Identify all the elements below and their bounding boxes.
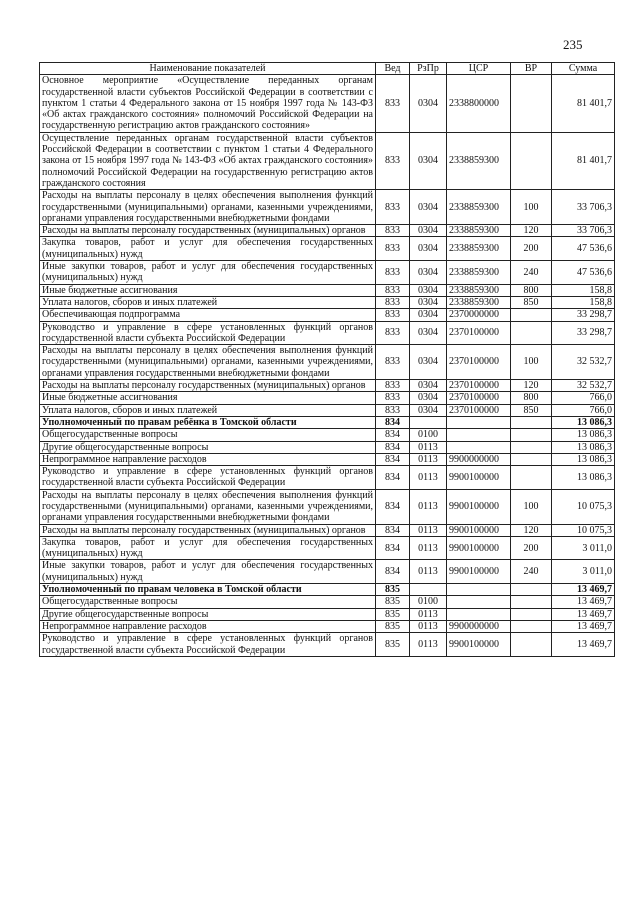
cell-csr: 2370100000	[447, 321, 511, 345]
cell-ved: 833	[376, 75, 410, 132]
cell-rzpr: 0304	[410, 132, 447, 189]
cell-name: Уплата налогов, сборов и иных платежей	[40, 404, 376, 416]
table-row	[40, 429, 615, 441]
cell-vr: 800	[511, 284, 552, 296]
cell-sum: 32 532,7	[552, 345, 615, 380]
cell-rzpr: 0100	[410, 596, 447, 608]
cell-sum: 47 536,6	[552, 237, 615, 261]
cell-name: Основное мероприятие «Осуществление переданных органам государственной власти субъектов Российской Федерации в соответствии с пунктом 1 статьи 4 Федерального закона от 15 ноября 1997 года № 143-ФЗ «Об актах гражданского состояния» полномочий Российской Федерации на государственную регистрацию актов гражданского состояния»	[40, 75, 376, 132]
table-row	[40, 524, 615, 536]
cell-sum: 33 298,7	[552, 321, 615, 345]
cell-sum: 81 401,7	[552, 132, 615, 189]
cell-sum: 33 706,3	[552, 190, 615, 225]
cell-name: Другие общегосударственные вопросы	[40, 441, 376, 453]
cell-rzpr: 0304	[410, 261, 447, 285]
cell-rzpr: 0100	[410, 429, 447, 441]
cell-rzpr: 0113	[410, 441, 447, 453]
header-ved: Вед	[376, 63, 410, 75]
cell-name: Уполномоченный по правам человека в Томской области	[40, 584, 376, 596]
table-row	[40, 633, 615, 657]
cell-rzpr: 0304	[410, 321, 447, 345]
cell-sum: 158,8	[552, 284, 615, 296]
table-row	[40, 608, 615, 620]
cell-vr	[511, 416, 552, 428]
cell-name: Расходы на выплаты персоналу государственных (муниципальных) органов	[40, 524, 376, 536]
table-row	[40, 132, 615, 189]
cell-ved: 835	[376, 584, 410, 596]
cell-csr: 2370100000	[447, 404, 511, 416]
cell-name: Уполномоченный по правам ребёнка в Томской области	[40, 416, 376, 428]
cell-rzpr: 0113	[410, 524, 447, 536]
cell-rzpr: 0304	[410, 190, 447, 225]
table-row	[40, 237, 615, 261]
cell-name: Иные закупки товаров, работ и услуг для обеспечения государственных (муниципальных) нужд	[40, 560, 376, 584]
cell-sum: 13 086,3	[552, 416, 615, 428]
page-number: 235	[563, 37, 583, 52]
cell-ved: 835	[376, 596, 410, 608]
cell-name: Расходы на выплаты персоналу государственных (муниципальных) органов	[40, 380, 376, 392]
cell-vr	[511, 466, 552, 490]
cell-rzpr: 0304	[410, 284, 447, 296]
cell-rzpr: 0113	[410, 633, 447, 657]
cell-name: Иные бюджетные ассигнования	[40, 284, 376, 296]
cell-name: Общегосударственные вопросы	[40, 596, 376, 608]
cell-rzpr: 0113	[410, 536, 447, 560]
cell-name: Обеспечивающая подпрограмма	[40, 309, 376, 321]
cell-vr: 120	[511, 225, 552, 237]
cell-rzpr: 0113	[410, 608, 447, 620]
cell-csr	[447, 608, 511, 620]
table-row	[40, 416, 615, 428]
cell-csr: 2338859300	[447, 132, 511, 189]
cell-csr: 9900100000	[447, 524, 511, 536]
table-row	[40, 404, 615, 416]
cell-rzpr: 0304	[410, 392, 447, 404]
cell-ved: 834	[376, 416, 410, 428]
table-row	[40, 466, 615, 490]
cell-vr	[511, 584, 552, 596]
cell-name: Руководство и управление в сфере установленных функций органов государственной власти субъекта Российской Федерации	[40, 466, 376, 490]
cell-vr: 200	[511, 536, 552, 560]
cell-sum: 158,8	[552, 296, 615, 308]
cell-name: Закупка товаров, работ и услуг для обеспечения государственных (муниципальных) нужд	[40, 536, 376, 560]
table-row	[40, 321, 615, 345]
cell-name: Другие общегосударственные вопросы	[40, 608, 376, 620]
cell-rzpr: 0304	[410, 309, 447, 321]
cell-sum: 13 086,3	[552, 453, 615, 465]
header-name: Наименование показателей	[40, 63, 376, 75]
cell-name: Общегосударственные вопросы	[40, 429, 376, 441]
cell-rzpr: 0304	[410, 225, 447, 237]
table-row	[40, 380, 615, 392]
cell-vr	[511, 453, 552, 465]
cell-rzpr: 0304	[410, 380, 447, 392]
header-csr: ЦСР	[447, 63, 511, 75]
cell-ved: 833	[376, 321, 410, 345]
cell-ved: 834	[376, 536, 410, 560]
cell-ved: 834	[376, 524, 410, 536]
cell-vr: 240	[511, 560, 552, 584]
cell-sum: 3 011,0	[552, 560, 615, 584]
cell-rzpr: 0113	[410, 489, 447, 524]
table-row	[40, 489, 615, 524]
cell-sum: 10 075,3	[552, 524, 615, 536]
cell-rzpr: 0113	[410, 560, 447, 584]
cell-vr: 850	[511, 404, 552, 416]
cell-ved: 834	[376, 429, 410, 441]
cell-sum: 13 469,7	[552, 608, 615, 620]
table-row	[40, 225, 615, 237]
cell-sum: 33 298,7	[552, 309, 615, 321]
cell-ved: 833	[376, 261, 410, 285]
cell-name: Непрограммное направление расходов	[40, 620, 376, 632]
cell-csr	[447, 584, 511, 596]
cell-csr	[447, 416, 511, 428]
cell-name: Расходы на выплаты персоналу в целях обеспечения выполнения функций государственными (муниципальными) органами, казенными учреждениями, органами управления государственными внебюджетными фондами	[40, 190, 376, 225]
cell-vr	[511, 620, 552, 632]
table-header-row	[40, 63, 615, 75]
cell-vr	[511, 429, 552, 441]
budget-table	[39, 62, 615, 657]
table-row	[40, 296, 615, 308]
cell-name: Закупка товаров, работ и услуг для обеспечения государственных (муниципальных) нужд	[40, 237, 376, 261]
table-row	[40, 345, 615, 380]
cell-vr	[511, 321, 552, 345]
cell-sum: 13 086,3	[552, 466, 615, 490]
cell-csr: 2370100000	[447, 392, 511, 404]
cell-rzpr	[410, 416, 447, 428]
cell-ved: 835	[376, 633, 410, 657]
cell-csr: 2338800000	[447, 75, 511, 132]
cell-vr	[511, 75, 552, 132]
cell-rzpr: 0304	[410, 75, 447, 132]
cell-name: Непрограммное направление расходов	[40, 453, 376, 465]
cell-ved: 833	[376, 392, 410, 404]
cell-name: Иные закупки товаров, работ и услуг для обеспечения государственных (муниципальных) нужд	[40, 261, 376, 285]
cell-ved: 833	[376, 225, 410, 237]
cell-name: Осуществление переданных органам государственной власти субъектов Российской Федерации в соответствии с пунктом 1 статьи 4 Федерального закона от 15 ноября 1997 года № 143-ФЗ «Об актах гражданского состояния» полномочий Российской Федерации на государственную регистрацию актов гражданского состояния	[40, 132, 376, 189]
cell-ved: 833	[376, 345, 410, 380]
cell-sum: 13 469,7	[552, 596, 615, 608]
cell-sum: 47 536,6	[552, 261, 615, 285]
table-row	[40, 536, 615, 560]
cell-sum: 32 532,7	[552, 380, 615, 392]
cell-vr: 100	[511, 190, 552, 225]
cell-csr: 2338859300	[447, 190, 511, 225]
cell-csr: 2370100000	[447, 380, 511, 392]
cell-rzpr: 0113	[410, 620, 447, 632]
header-sum: Сумма	[552, 63, 615, 75]
cell-csr	[447, 596, 511, 608]
cell-rzpr	[410, 584, 447, 596]
cell-rzpr: 0304	[410, 404, 447, 416]
cell-csr: 2338859300	[447, 296, 511, 308]
cell-vr	[511, 633, 552, 657]
cell-ved: 833	[376, 380, 410, 392]
cell-ved: 835	[376, 620, 410, 632]
cell-vr: 100	[511, 345, 552, 380]
cell-csr: 2370000000	[447, 309, 511, 321]
table-row	[40, 261, 615, 285]
table-row	[40, 309, 615, 321]
cell-name: Уплата налогов, сборов и иных платежей	[40, 296, 376, 308]
cell-vr	[511, 596, 552, 608]
cell-rzpr: 0113	[410, 453, 447, 465]
cell-ved: 833	[376, 190, 410, 225]
cell-sum: 10 075,3	[552, 489, 615, 524]
cell-vr	[511, 132, 552, 189]
table-row	[40, 392, 615, 404]
cell-csr: 9900100000	[447, 560, 511, 584]
cell-name: Иные бюджетные ассигнования	[40, 392, 376, 404]
cell-ved: 834	[376, 466, 410, 490]
cell-name: Расходы на выплаты персоналу в целях обеспечения выполнения функций государственными (муниципальными) органами, казенными учреждениями, органами управления государственными внебюджетными фондами	[40, 345, 376, 380]
cell-csr: 2338859300	[447, 284, 511, 296]
cell-vr: 120	[511, 524, 552, 536]
cell-rzpr: 0304	[410, 345, 447, 380]
cell-name: Расходы на выплаты персоналу государственных (муниципальных) органов	[40, 225, 376, 237]
header-rzpr: РзПр	[410, 63, 447, 75]
cell-ved: 834	[376, 441, 410, 453]
cell-csr: 2338859300	[447, 261, 511, 285]
cell-ved: 834	[376, 489, 410, 524]
cell-rzpr: 0304	[410, 237, 447, 261]
cell-ved: 833	[376, 309, 410, 321]
cell-ved: 833	[376, 284, 410, 296]
cell-ved: 833	[376, 404, 410, 416]
cell-vr: 850	[511, 296, 552, 308]
cell-ved: 834	[376, 560, 410, 584]
cell-rzpr: 0113	[410, 466, 447, 490]
cell-csr: 9900100000	[447, 489, 511, 524]
cell-sum: 766,0	[552, 392, 615, 404]
cell-ved: 835	[376, 608, 410, 620]
table-row	[40, 441, 615, 453]
table-row	[40, 284, 615, 296]
cell-sum: 13 086,3	[552, 441, 615, 453]
cell-name: Расходы на выплаты персоналу в целях обеспечения выполнения функций государственными (муниципальными) органами, казенными учреждениями, органами управления государственными внебюджетными фондами	[40, 489, 376, 524]
cell-vr	[511, 309, 552, 321]
cell-csr: 9900000000	[447, 620, 511, 632]
cell-ved: 833	[376, 237, 410, 261]
cell-vr: 120	[511, 380, 552, 392]
cell-sum: 766,0	[552, 404, 615, 416]
cell-csr: 9900000000	[447, 453, 511, 465]
cell-vr: 240	[511, 261, 552, 285]
cell-name: Руководство и управление в сфере установленных функций органов государственной власти субъекта Российской Федерации	[40, 633, 376, 657]
cell-vr: 800	[511, 392, 552, 404]
table-row	[40, 190, 615, 225]
cell-csr: 2338859300	[447, 237, 511, 261]
cell-sum: 3 011,0	[552, 536, 615, 560]
cell-csr: 9900100000	[447, 466, 511, 490]
table-row	[40, 560, 615, 584]
cell-sum: 81 401,7	[552, 75, 615, 132]
cell-csr: 2338859300	[447, 225, 511, 237]
cell-ved: 833	[376, 296, 410, 308]
cell-vr	[511, 608, 552, 620]
cell-ved: 834	[376, 453, 410, 465]
cell-sum: 13 469,7	[552, 584, 615, 596]
table-row	[40, 453, 615, 465]
cell-csr	[447, 441, 511, 453]
table-row	[40, 620, 615, 632]
cell-csr: 2370100000	[447, 345, 511, 380]
header-vr: ВР	[511, 63, 552, 75]
cell-vr: 200	[511, 237, 552, 261]
cell-sum: 13 086,3	[552, 429, 615, 441]
table-row	[40, 75, 615, 132]
cell-csr: 9900100000	[447, 633, 511, 657]
cell-rzpr: 0304	[410, 296, 447, 308]
table-row	[40, 596, 615, 608]
cell-name: Руководство и управление в сфере установленных функций органов государственной власти субъекта Российской Федерации	[40, 321, 376, 345]
cell-csr	[447, 429, 511, 441]
cell-ved: 833	[376, 132, 410, 189]
cell-sum: 13 469,7	[552, 620, 615, 632]
cell-sum: 33 706,3	[552, 225, 615, 237]
cell-vr: 100	[511, 489, 552, 524]
cell-vr	[511, 441, 552, 453]
cell-csr: 9900100000	[447, 536, 511, 560]
cell-sum: 13 469,7	[552, 633, 615, 657]
table-row	[40, 584, 615, 596]
